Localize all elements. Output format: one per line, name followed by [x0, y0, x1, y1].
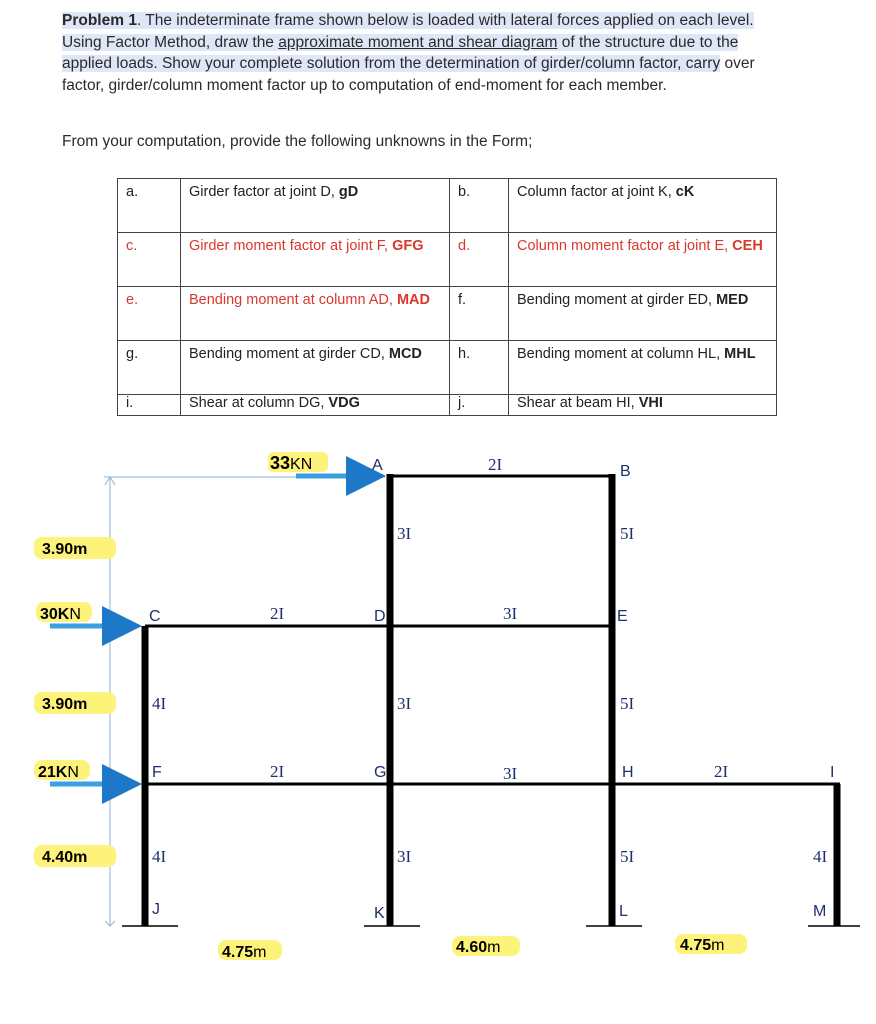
joint-E: E — [617, 608, 628, 625]
stiffness-GH: 3I — [503, 764, 518, 783]
intro-text: From your computation, provide the following unknowns in the Form; — [62, 133, 533, 150]
joint-F: F — [152, 764, 162, 781]
problem-statement: Problem 1. The indeterminate frame shown below is loaded with lateral forces applied on each level. Using Factor Method, draw the approximate moment and shear diagram of the structure due to the applied loads. Show your complete solution from the determination of girder/column factor, carry over factor, girder/column moment factor up to computation of end-moment for each member. — [62, 12, 755, 94]
item-key: h. — [458, 346, 471, 362]
stiffness-FG: 2I — [270, 762, 285, 781]
stiffness-HI: 2I — [714, 762, 729, 781]
load-label-first: 21KN — [38, 764, 79, 781]
item-description: Column factor at joint K, — [517, 184, 676, 200]
stiffness-IM: 4I — [813, 847, 828, 866]
stiffness-DG: 3I — [397, 694, 412, 713]
joint-M: M — [813, 903, 827, 920]
columns — [145, 474, 837, 926]
stiffness-FJ: 4I — [152, 847, 167, 866]
item-symbol: MAD — [396, 292, 430, 308]
item-description: Bending moment at column AD, — [189, 292, 397, 308]
item-description: Shear at beam HI, — [517, 395, 639, 411]
height-label-middle: 3.90m — [42, 696, 88, 713]
item-description: Shear at column DG, — [189, 395, 329, 411]
joint-G: G — [374, 764, 387, 781]
item-description: Bending moment at girder CD, — [189, 346, 389, 362]
item-symbol: MHL — [724, 346, 756, 362]
stiffness-EH: 5I — [620, 694, 635, 713]
load-arrows — [50, 476, 376, 784]
joint-J: J — [152, 901, 160, 918]
item-description: Bending moment at girder ED, — [517, 292, 717, 308]
item-key: a. — [126, 184, 139, 200]
item-key: d. — [458, 238, 471, 254]
item-symbol: VHI — [638, 395, 663, 411]
joint-D: D — [374, 608, 386, 625]
joint-L: L — [619, 903, 628, 920]
item-symbol: CEH — [732, 238, 763, 254]
span-label-right: 4.75m — [680, 937, 725, 954]
joint-H: H — [622, 764, 634, 781]
stiffness-CD: 2I — [270, 604, 285, 623]
girders — [145, 476, 840, 784]
stiffness-labels — [152, 455, 828, 866]
stiffness-GK: 3I — [397, 847, 412, 866]
item-key: j. — [458, 395, 466, 411]
item-description: Bending moment at column HL, — [517, 346, 725, 362]
span-label-middle: 4.60m — [456, 939, 501, 956]
item-symbol: VDG — [328, 395, 360, 411]
stiffness-CF: 4I — [152, 694, 167, 713]
item-key: e. — [126, 292, 139, 308]
stiffness-DE: 3I — [503, 604, 518, 623]
span-label-left: 4.75m — [222, 944, 267, 961]
item-description: Girder moment factor at joint F, — [189, 238, 393, 254]
item-symbol: GFG — [392, 238, 424, 254]
stiffness-BE: 5I — [620, 524, 635, 543]
item-key: i. — [126, 395, 134, 411]
item-symbol: MED — [716, 292, 749, 308]
joint-labels — [149, 457, 834, 922]
item-symbol: gD — [338, 184, 359, 200]
height-label-top: 3.90m — [42, 541, 88, 558]
height-label-bottom: 4.40m — [42, 849, 88, 866]
item-symbol: cK — [675, 184, 695, 200]
joint-A: A — [372, 457, 383, 474]
approx-diagram-phrase: approximate moment and shear diagram — [278, 33, 558, 51]
joint-K: K — [374, 905, 385, 922]
problem-label: Problem 1 — [62, 12, 137, 29]
item-key: f. — [458, 292, 467, 308]
stiffness-HL: 5I — [620, 847, 635, 866]
joint-C: C — [149, 608, 161, 625]
item-key: c. — [126, 238, 138, 254]
joint-I: I — [830, 764, 835, 781]
item-description: Column moment factor at joint E, — [517, 238, 733, 254]
load-label-roof: 33KN — [270, 453, 313, 473]
item-description: Girder factor at joint D, — [189, 184, 339, 200]
item-symbol: MCD — [388, 346, 422, 362]
load-label-second: 30KN — [40, 606, 81, 623]
stiffness-AB: 2I — [488, 455, 503, 474]
item-key: g. — [126, 346, 139, 362]
item-key: b. — [458, 184, 471, 200]
stiffness-AD: 3I — [397, 524, 412, 543]
joint-B: B — [620, 463, 631, 480]
